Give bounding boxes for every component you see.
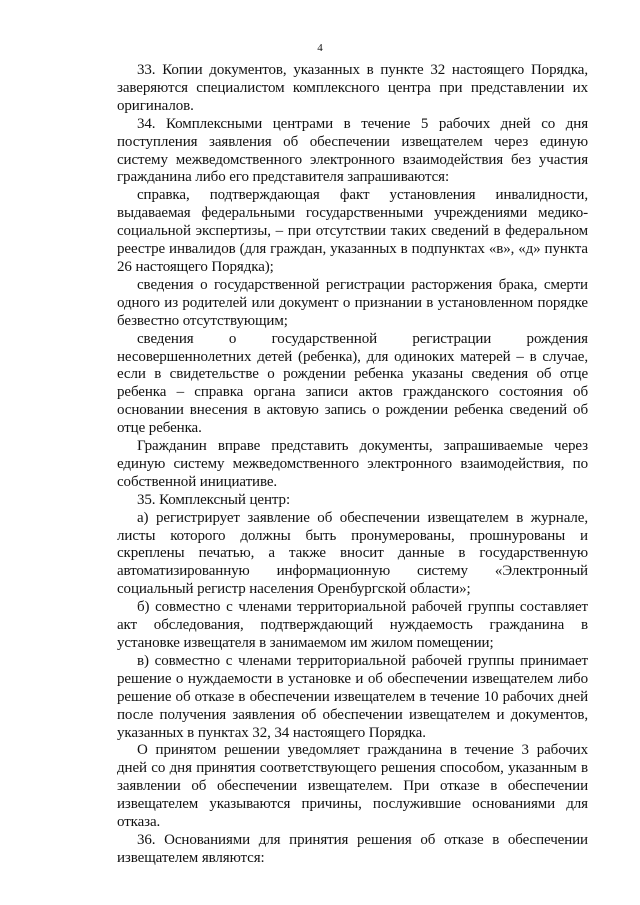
paragraph-34-item-birth-registration-info: сведения о государственной регистрации рождения несовершеннолетних детей (ребенка), для одиноких матерей – в случае, если в свидетельстве о рождении ребенка указаны сведения об отце ребенка – справка органа записи актов гражданского состояния об основании внесения в актовую запись о рождении ребенка сведений об отце ребенка. — [117, 330, 588, 437]
page-number: 4 — [317, 42, 323, 54]
paragraph-36: 36. Основаниями для принятия решения об отказе в обеспечении извещателем являются: — [117, 831, 588, 866]
paragraph-decision-notice: О принятом решении уведомляет гражданина в течение 3 рабочих дней со дня принятия соответствующего решения способом, указанным в заявлении об обеспечении извещателем. При отказе в обеспечении извещателем указываются причины, послужившие основаниями для отказа. — [117, 742, 588, 831]
paragraph-35-item-v: в) совместно с членами территориальной рабочей группы принимает решение о нуждаемости в установке и об обеспечении извещателем либо решение об отказе в обеспечении извещателем в течение 10 рабочих дней после получения заявления об обеспечении извещателем и документов, указанных в пунктах 32, 34 настоящего Порядка. — [117, 652, 588, 741]
paragraph-33: 33. Копии документов, указанных в пункте 32 настоящего Порядка, заверяются специалистом комплексного центра при представлении их оригиналов. — [117, 62, 588, 114]
paragraph-34: 34. Комплексными центрами в течение 5 рабочих дней со дня поступления заявления об обеспечении извещателем через единую систему межведомственного электронного взаимодействия без участия гражданина либо его представителя запрашиваются: — [117, 115, 588, 186]
document-body — [117, 62, 588, 868]
paragraph-34-item-disability-certificate: справка, подтверждающая факт установления инвалидности, выдаваемая федеральными государственными учреждениями медико-социальной экспертизы, – при отсутствии таких сведений в федеральном реестре инвалидов (для граждан, указанных в подпунктах «в», «д» пункта 26 настоящего Порядка); — [117, 187, 588, 275]
paragraph-35-item-a: а) регистрирует заявление об обеспечении извещателем в журнале, листы которого должны быть пронумерованы, прошнурованы и скреплены печатью, а также вносит данные в государственную автоматизированную информационную систему «Электронный социальный регистр населения Оренбургской области»; — [117, 509, 588, 598]
paragraph-own-initiative: Гражданин вправе представить документы, запрашиваемые через единую систему межведомственного электронного взаимодействия, по собственной инициативе. — [117, 438, 588, 490]
paragraph-34-item-divorce-death-info: сведения о государственной регистрации расторжения брака, смерти одного из родителей или документ о признании в установленном порядке безвестно отсутствующим; — [117, 276, 588, 329]
paragraph-35-item-b: б) совместно с членами территориальной рабочей группы составляет акт обследования, подтверждающий нуждаемость гражданина в установке извещателя в занимаемом им жилом помещении; — [117, 599, 588, 651]
paragraph-35: 35. Комплексный центр: — [137, 491, 291, 508]
